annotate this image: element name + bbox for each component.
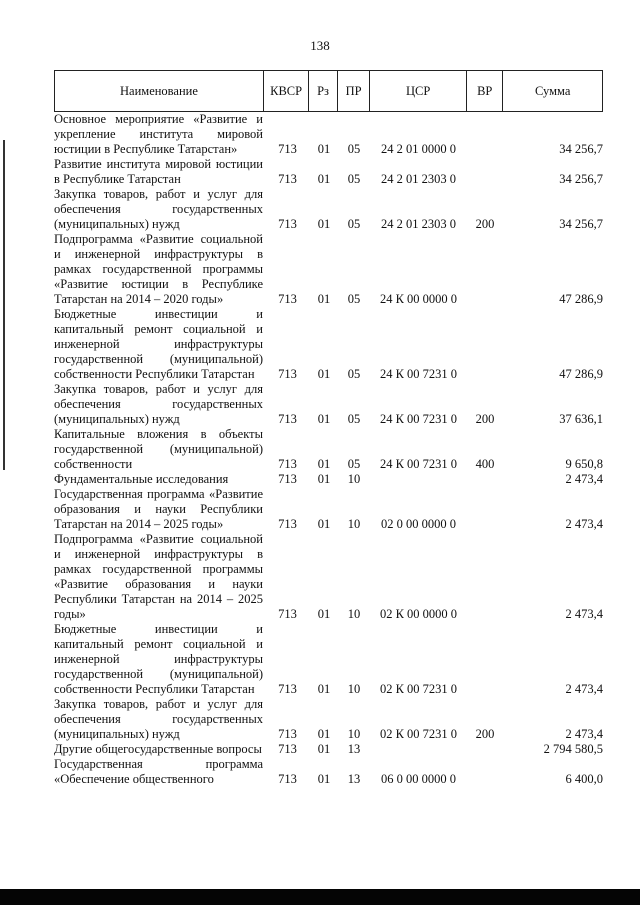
cell-name: Бюджетные инвестиции и капитальный ремонт социальной и инженерной инфраструктуры государственной (муниципальной) собственности Республики Татарстан bbox=[54, 622, 263, 696]
cell-pr: 13 bbox=[347, 742, 361, 756]
cell-rz: 01 bbox=[317, 607, 331, 621]
cell-name: Фундаментальные исследования bbox=[54, 472, 229, 486]
table-row bbox=[54, 487, 603, 532]
header-rz: Рз bbox=[308, 71, 337, 111]
cell-csr: 24 2 01 0000 0 bbox=[381, 142, 456, 156]
table-row bbox=[54, 157, 603, 187]
cell-name: Другие общегосударственные вопросы bbox=[54, 742, 262, 756]
cell-csr: 24 2 01 2303 0 bbox=[381, 217, 456, 231]
cell-name: Подпрограмма «Развитие социальной и инженерной инфраструктуры в рамках государственной программы «Развитие образования и науки Республики Татарстан на 2014 – 2025 годы» bbox=[54, 532, 263, 621]
cell-pr: 10 bbox=[347, 682, 361, 696]
cell-vr: 200 bbox=[475, 727, 495, 741]
header-sum: Сумма bbox=[502, 71, 602, 111]
cell-csr: 24 2 01 2303 0 bbox=[381, 172, 456, 186]
cell-pr: 05 bbox=[347, 292, 361, 306]
cell-kvsr: 713 bbox=[278, 742, 297, 756]
cell-name: Бюджетные инвестиции и капитальный ремонт социальной и инженерной инфраструктуры государственной (муниципальной) собственности Республики Татарстан bbox=[54, 307, 263, 381]
cell-sum: 2 473,4 bbox=[565, 472, 603, 486]
cell-pr: 10 bbox=[347, 517, 361, 531]
cell-sum: 34 256,7 bbox=[559, 172, 603, 186]
cell-kvsr: 713 bbox=[278, 727, 297, 741]
cell-pr: 10 bbox=[347, 472, 361, 486]
cell-rz: 01 bbox=[317, 682, 331, 696]
cell-kvsr: 713 bbox=[278, 367, 297, 381]
cell-pr: 05 bbox=[347, 217, 361, 231]
cell-sum: 2 794 580,5 bbox=[543, 742, 603, 756]
table-row bbox=[54, 757, 603, 787]
table-row bbox=[54, 112, 603, 157]
cell-name: Закупка товаров, работ и услуг для обеспечения государственных (муниципальных) нужд bbox=[54, 697, 263, 741]
cell-sum: 6 400,0 bbox=[565, 772, 603, 786]
cell-csr: 24 К 00 7231 0 bbox=[379, 367, 458, 381]
cell-kvsr: 713 bbox=[278, 217, 297, 231]
cell-pr: 05 bbox=[347, 457, 361, 471]
cell-kvsr: 713 bbox=[278, 772, 297, 786]
cell-pr: 13 bbox=[347, 772, 361, 786]
cell-sum: 2 473,4 bbox=[565, 682, 603, 696]
cell-rz: 01 bbox=[317, 412, 331, 426]
table-row bbox=[54, 697, 603, 742]
cell-rz: 01 bbox=[317, 367, 331, 381]
cell-rz: 01 bbox=[317, 517, 331, 531]
cell-kvsr: 713 bbox=[278, 172, 297, 186]
cell-kvsr: 713 bbox=[278, 142, 297, 156]
cell-csr: 02 К 00 7231 0 bbox=[379, 682, 458, 696]
cell-kvsr: 713 bbox=[278, 682, 297, 696]
table-row bbox=[54, 742, 603, 757]
header-name: Наименование bbox=[120, 83, 198, 98]
cell-pr: 05 bbox=[347, 142, 361, 156]
cell-rz: 01 bbox=[317, 742, 331, 756]
cell-name: Государственная программа «Развитие образования и науки Республики Татарстан на 2014 – 2025 годы» bbox=[54, 487, 263, 531]
cell-vr: 400 bbox=[475, 457, 495, 471]
table-row bbox=[54, 187, 603, 232]
cell-pr: 05 bbox=[347, 172, 361, 186]
cell-sum: 34 256,7 bbox=[559, 142, 603, 156]
cell-rz: 01 bbox=[317, 457, 331, 471]
cell-sum: 37 636,1 bbox=[559, 412, 603, 426]
cell-kvsr: 713 bbox=[278, 472, 297, 486]
header-kvsr: КВСР bbox=[263, 71, 308, 111]
cell-kvsr: 713 bbox=[278, 292, 297, 306]
cell-csr: 06 0 00 0000 0 bbox=[381, 772, 456, 786]
cell-vr: 200 bbox=[475, 412, 495, 426]
cell-csr: 24 К 00 0000 0 bbox=[379, 292, 458, 306]
header-csr: ЦСР bbox=[369, 71, 466, 111]
cell-csr: 24 К 00 7231 0 bbox=[379, 412, 458, 426]
table-row bbox=[54, 532, 603, 622]
cell-sum: 2 473,4 bbox=[565, 517, 603, 531]
budget-table bbox=[54, 70, 603, 787]
header-vr: ВР bbox=[466, 71, 502, 111]
page-number: 138 bbox=[310, 38, 330, 53]
cell-sum: 2 473,4 bbox=[565, 727, 603, 741]
table-header bbox=[54, 70, 603, 112]
cell-pr: 10 bbox=[347, 607, 361, 621]
cell-pr: 10 bbox=[347, 727, 361, 741]
scan-edge-mark bbox=[3, 140, 5, 470]
table-row bbox=[54, 232, 603, 307]
cell-rz: 01 bbox=[317, 292, 331, 306]
cell-rz: 01 bbox=[317, 772, 331, 786]
table-body bbox=[54, 112, 603, 787]
cell-kvsr: 713 bbox=[278, 457, 297, 471]
cell-sum: 47 286,9 bbox=[559, 367, 603, 381]
cell-csr: 02 К 00 0000 0 bbox=[379, 607, 458, 621]
header-pr: ПР bbox=[337, 71, 370, 111]
cell-name: Основное мероприятие «Развитие и укрепление института мировой юстиции в Республике Татарстан» bbox=[54, 112, 263, 156]
cell-name: Закупка товаров, работ и услуг для обеспечения государственных (муниципальных) нужд bbox=[54, 382, 263, 426]
cell-kvsr: 713 bbox=[278, 607, 297, 621]
table-row bbox=[54, 307, 603, 382]
table-row bbox=[54, 472, 603, 487]
cell-pr: 05 bbox=[347, 367, 361, 381]
cell-name: Развитие института мировой юстиции в Республике Татарстан bbox=[54, 157, 263, 186]
table-row bbox=[54, 427, 603, 472]
cell-sum: 47 286,9 bbox=[559, 292, 603, 306]
cell-kvsr: 713 bbox=[278, 412, 297, 426]
cell-sum: 34 256,7 bbox=[559, 217, 603, 231]
cell-rz: 01 bbox=[317, 172, 331, 186]
cell-sum: 9 650,8 bbox=[565, 457, 603, 471]
cell-csr: 02 К 00 7231 0 bbox=[379, 727, 458, 741]
cell-csr: 02 0 00 0000 0 bbox=[381, 517, 456, 531]
table-row bbox=[54, 382, 603, 427]
cell-pr: 05 bbox=[347, 412, 361, 426]
cell-sum: 2 473,4 bbox=[565, 607, 603, 621]
scan-bottom-bar bbox=[0, 889, 640, 905]
cell-name: Подпрограмма «Развитие социальной и инженерной инфраструктуры в рамках государственной программы «Развитие юстиции в Республике Татарстан на 2014 – 2020 годы» bbox=[54, 232, 263, 306]
cell-vr: 200 bbox=[475, 217, 495, 231]
cell-rz: 01 bbox=[317, 472, 331, 486]
cell-name: Закупка товаров, работ и услуг для обеспечения государственных (муниципальных) нужд bbox=[54, 187, 263, 231]
cell-csr: 24 К 00 7231 0 bbox=[379, 457, 458, 471]
cell-name: Государственная программа «Обеспечение общественного bbox=[54, 757, 263, 786]
cell-kvsr: 713 bbox=[278, 517, 297, 531]
table-row bbox=[54, 622, 603, 697]
cell-rz: 01 bbox=[317, 142, 331, 156]
cell-rz: 01 bbox=[317, 727, 331, 741]
cell-name: Капитальные вложения в объекты государственной (муниципальной) собственности bbox=[54, 427, 263, 471]
cell-rz: 01 bbox=[317, 217, 331, 231]
